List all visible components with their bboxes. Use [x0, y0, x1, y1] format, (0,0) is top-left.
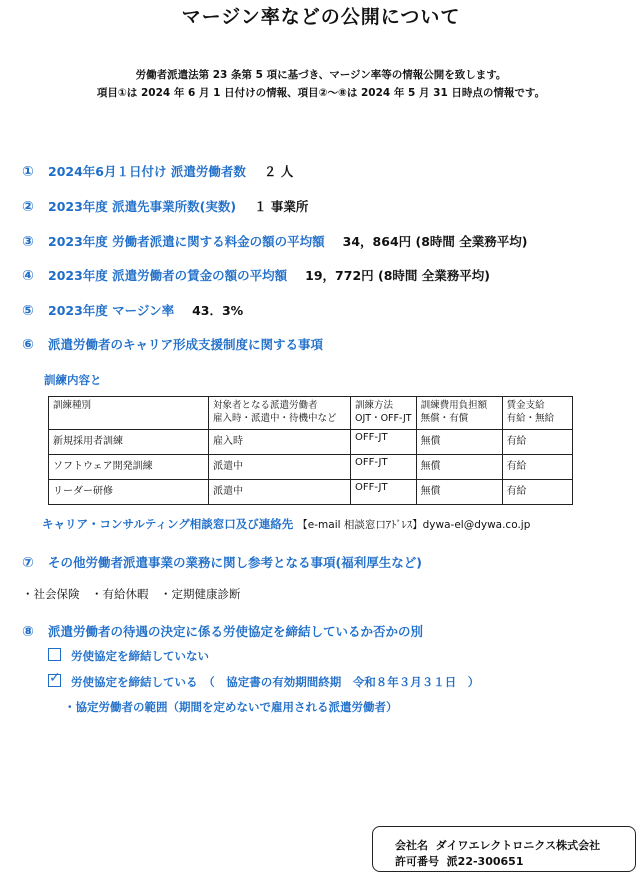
item-value: ２ 人 [263, 164, 294, 179]
table-row [49, 480, 573, 505]
section-8-number: ⑧ [22, 624, 34, 640]
item-label: 2023年度 派遣労働者の賃金の額の平均額 [48, 268, 288, 283]
table-header-cell [49, 397, 209, 430]
item-number: ④ [22, 268, 34, 284]
section-8-title: 派遣労働者の待遇の決定に係る労使協定を締結しているか否かの別 [48, 624, 424, 639]
benefits-list: ・社会保険 ・有給休暇 ・定期健康診断 [22, 587, 241, 601]
header-line: 賃金支給 [506, 400, 545, 411]
item-label: 2023年度 労働者派遣に関する料金の額の平均額 [48, 234, 325, 249]
option-concluded-label: 労使協定を締結している （ 協定書の有効期間終期 令和８年３月３１日 ） [71, 675, 480, 689]
company-name: ダイワエレクトロニクス株式会社 [435, 839, 601, 852]
permit-label: 許可番号 [395, 855, 439, 868]
agreement-scope: ・協定労働者の範囲（期間を定めないで雇用される派遣労働者） [64, 700, 398, 714]
header-line: OJT・OFF-JT [355, 413, 412, 424]
section-6-heading [22, 335, 323, 353]
checkbox-checked[interactable] [48, 670, 61, 687]
table-cell: 派遣中 [209, 480, 351, 505]
header-line: 無償・有償 [420, 413, 469, 424]
career-consulting-label: キャリア・コンサルティング相談窓口及び連絡先 [42, 517, 294, 531]
header-line: 訓練方法 [355, 400, 394, 411]
item-value: １ 事業所 [254, 199, 309, 214]
header-line: 有給・無給 [506, 413, 555, 424]
table-cell: 有給 [502, 480, 572, 505]
table-cell: リーダー研修 [49, 480, 209, 505]
company-name-row [395, 837, 600, 853]
item-number: ③ [22, 234, 34, 250]
item-value: 43．3% [192, 303, 244, 318]
item-label: 2023年度 マージン率 [48, 303, 175, 318]
item-number: ① [22, 164, 34, 180]
section-7-heading [22, 553, 422, 571]
table-header-cell [351, 397, 417, 430]
company-info-box [372, 826, 636, 872]
option-not-concluded[interactable] [48, 648, 209, 664]
summary-item [22, 266, 490, 284]
table-header-cell [502, 397, 572, 430]
header-line: 訓練費用負担額 [420, 400, 488, 411]
table-cell: 無償 [416, 430, 502, 455]
table-header-cell [209, 397, 351, 430]
checkmark-icon: ✓ [49, 670, 61, 686]
table-cell: OFF-JT [351, 430, 417, 455]
item-label: 2024年6月１日付け 派遣労働者数 [48, 164, 246, 179]
career-consulting-contact: 【e-mail 相談窓口ｱﾄﾞﾚｽ】dywa-el@dywa.co.jp [297, 519, 531, 531]
intro-line-2: 項目①は 2024 年 6 月 1 日付けの情報、項目②～⑧は 2024 年 5 月 31 日時点の情報です。 [96, 87, 546, 99]
section-6-title: 派遣労働者のキャリア形成支援制度に関する事項 [48, 337, 324, 352]
training-label: 訓練内容と [44, 373, 102, 387]
summary-item [22, 301, 243, 319]
header-line: 雇入時・派遣中・待機中など [213, 413, 337, 424]
page-title: マージン率などの公開について [181, 6, 461, 28]
section-7-title: その他労働者派遣事業の業務に関し参考となる事項(福利厚生など) [48, 555, 422, 570]
item-value: 34，864円 (8時間 全業務平均) [342, 234, 528, 249]
permit-number: 派22-300651 [446, 855, 524, 868]
table-cell: 無償 [416, 455, 502, 480]
table-cell: 有給 [502, 430, 572, 455]
company-name-label: 会社名 [395, 839, 428, 852]
summary-item [22, 162, 293, 180]
option-not-concluded-label: 労使協定を締結していない [71, 649, 209, 663]
item-value: 19，772円 (8時間 全業務平均) [305, 268, 490, 283]
checkbox-unchecked[interactable] [48, 648, 61, 661]
table-cell: 派遣中 [209, 455, 351, 480]
option-concluded[interactable] [48, 670, 480, 690]
header-line: 訓練種別 [53, 400, 92, 411]
table-cell: 無償 [416, 480, 502, 505]
summary-item [22, 197, 308, 215]
item-number: ⑤ [22, 303, 34, 319]
table-cell: OFF-JT [351, 480, 417, 505]
career-consulting [42, 516, 530, 532]
item-number: ② [22, 199, 34, 215]
header-line: 対象者となる派遣労働者 [213, 400, 318, 411]
table-cell: 新規採用者訓練 [49, 430, 209, 455]
table-row [49, 455, 573, 480]
table-cell: ソフトウェア開発訓練 [49, 455, 209, 480]
permit-row [395, 853, 523, 869]
item-label: 2023年度 派遣先事業所数(実数) [48, 199, 237, 214]
section-6-number: ⑥ [22, 337, 34, 353]
section-7-number: ⑦ [22, 555, 34, 571]
table-header-row [49, 397, 573, 430]
summary-item [22, 232, 527, 250]
table-cell: 雇入時 [209, 430, 351, 455]
section-8-heading [22, 622, 423, 640]
table-cell: OFF-JT [351, 455, 417, 480]
table-row [49, 430, 573, 455]
training-table [48, 396, 573, 505]
intro-line-1: 労働者派遣法第 23 条第 5 項に基づき、マージン率等の情報公開を致します。 [135, 69, 507, 81]
table-cell: 有給 [502, 455, 572, 480]
table-header-cell [416, 397, 502, 430]
